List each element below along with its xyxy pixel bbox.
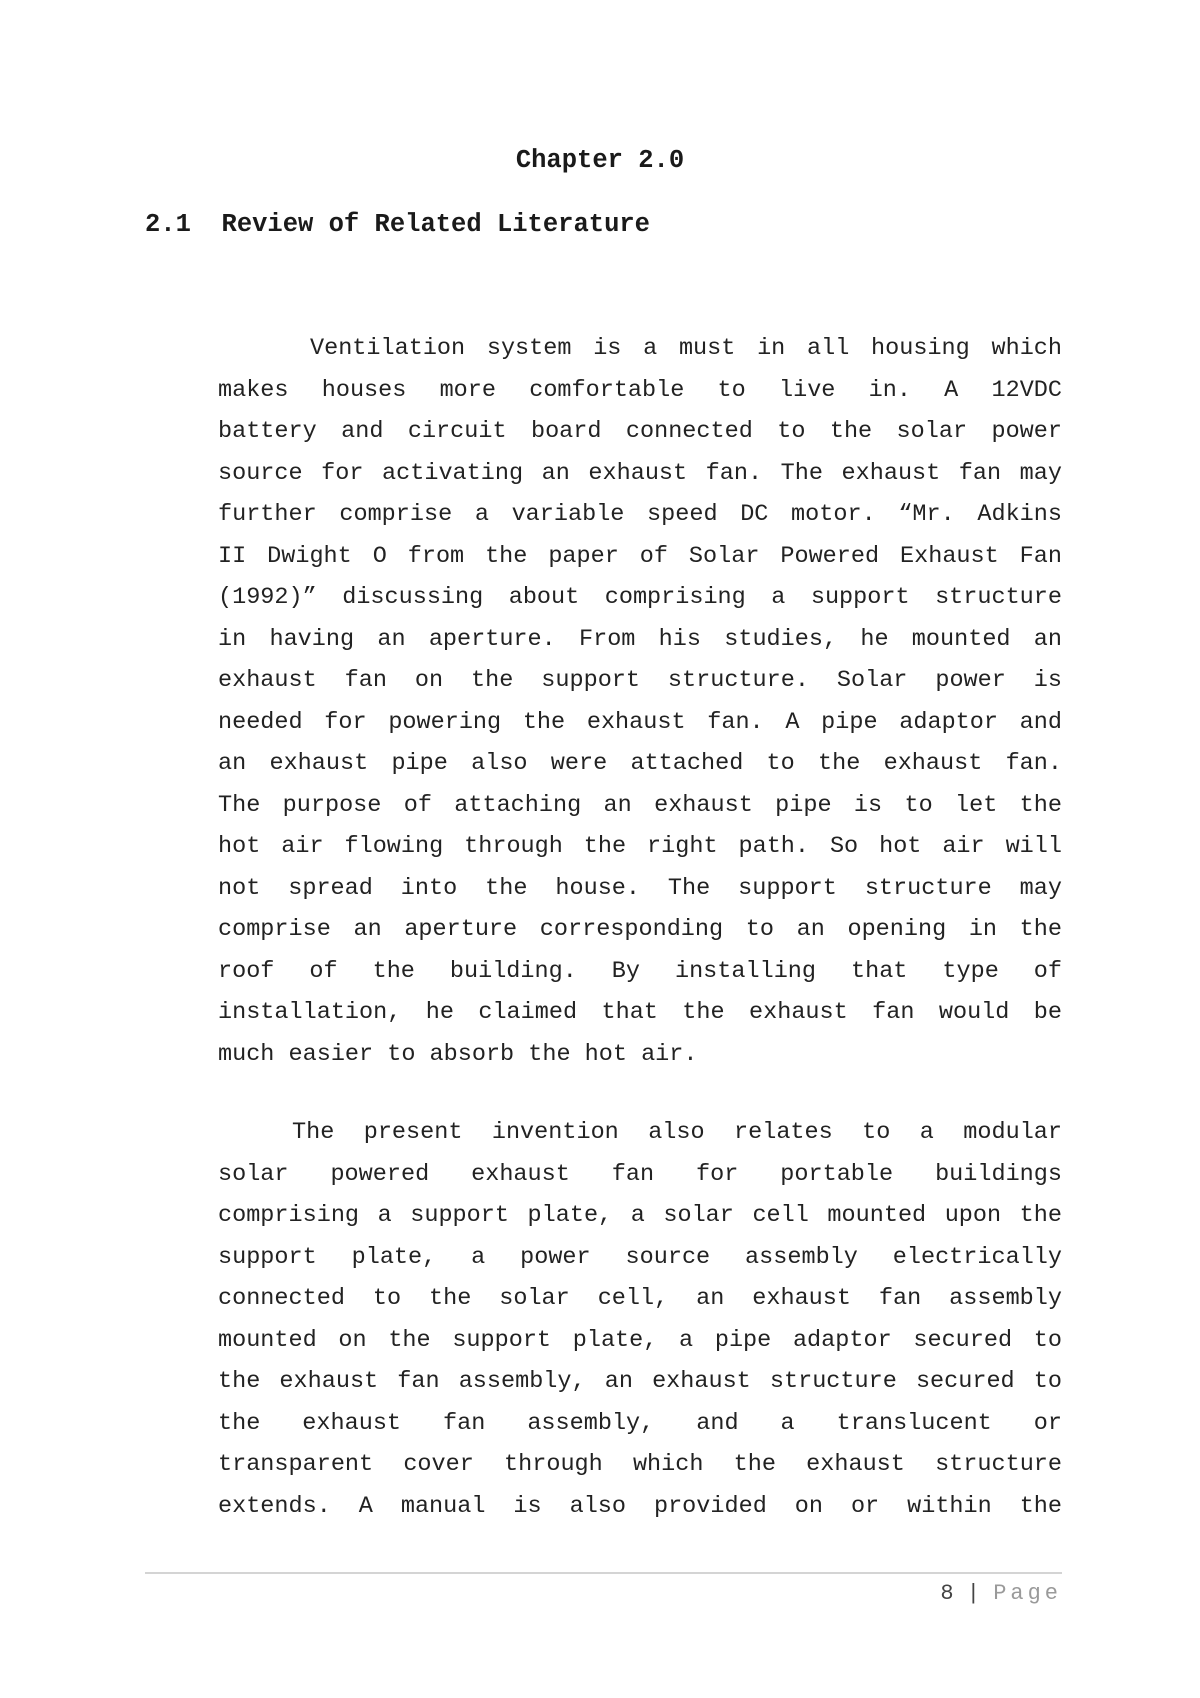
paragraph-line: the exhaust fan assembly, and a translucent or [218,1409,1062,1437]
footer-separator: | [966,1581,980,1606]
footer-divider [145,1572,1062,1574]
paragraph-line: extends. A manual is also provided on or within the [218,1492,1062,1520]
paragraph-line: an exhaust pipe also were attached to the exhaust fan. [218,750,1062,777]
paragraph-line: (1992)” discussing about comprising a support structure [218,584,1062,611]
paragraph-line: connected to the solar cell, an exhaust fan assembly [218,1285,1062,1312]
paragraph-line: in having an aperture. From his studies, he mounted an [218,625,1062,653]
paragraph-1 [218,328,1062,1075]
paragraph-line: comprising a support plate, a solar cell mounted upon the [218,1202,1062,1229]
paragraph-line: battery and circuit board connected to the solar power [218,418,1062,445]
paragraph-line: solar powered exhaust fan for portable buildings [218,1160,1062,1188]
page-footer [940,1580,1062,1608]
paragraph-line: comprise an aperture corresponding to an opening in the [218,916,1062,943]
paragraph-line: The purpose of attaching an exhaust pipe is to let the [218,791,1062,819]
paragraph-line: source for activating an exhaust fan. The exhaust fan may [218,459,1062,487]
chapter-title: Chapter 2.0 [515,146,685,175]
paragraph-line: support plate, a power source assembly electrically [218,1243,1062,1271]
paragraph-line: hot air flowing through the right path. So hot air will [218,833,1062,860]
section-heading: 2.1 Review of Related Literature [145,210,650,239]
paragraph-line: mounted on the support plate, a pipe adaptor secured to [218,1326,1062,1354]
page-number: 8 [940,1581,954,1606]
paragraph-line: not spread into the house. The support structure may [218,874,1062,902]
paragraph-2 [218,1112,1062,1527]
paragraph-line: II Dwight O from the paper of Solar Powered Exhaust Fan [218,542,1062,570]
paragraph-line: roof of the building. By installing that type of [218,957,1062,985]
paragraph-line: makes houses more comfortable to live in. A 12VDC [218,376,1062,404]
paragraph-line: exhaust fan on the support structure. Solar power is [218,667,1062,694]
paragraph-line: the exhaust fan assembly, an exhaust structure secured to [218,1368,1062,1395]
paragraph-line: installation, he claimed that the exhaust fan would be [218,999,1062,1026]
paragraph-line: needed for powering the exhaust fan. A pipe adaptor and [218,708,1062,736]
paragraph-line: Ventilation system is a must in all housing which [310,335,1062,362]
paragraph-line: transparent cover through which the exhaust structure [218,1451,1062,1478]
paragraph-line: The present invention also relates to a modular [292,1119,1062,1146]
page-label: Page [993,1581,1062,1606]
paragraph-line: much easier to absorb the hot air. [218,1040,698,1068]
paragraph-line: further comprise a variable speed DC motor. “Mr. Adkins [218,501,1062,528]
